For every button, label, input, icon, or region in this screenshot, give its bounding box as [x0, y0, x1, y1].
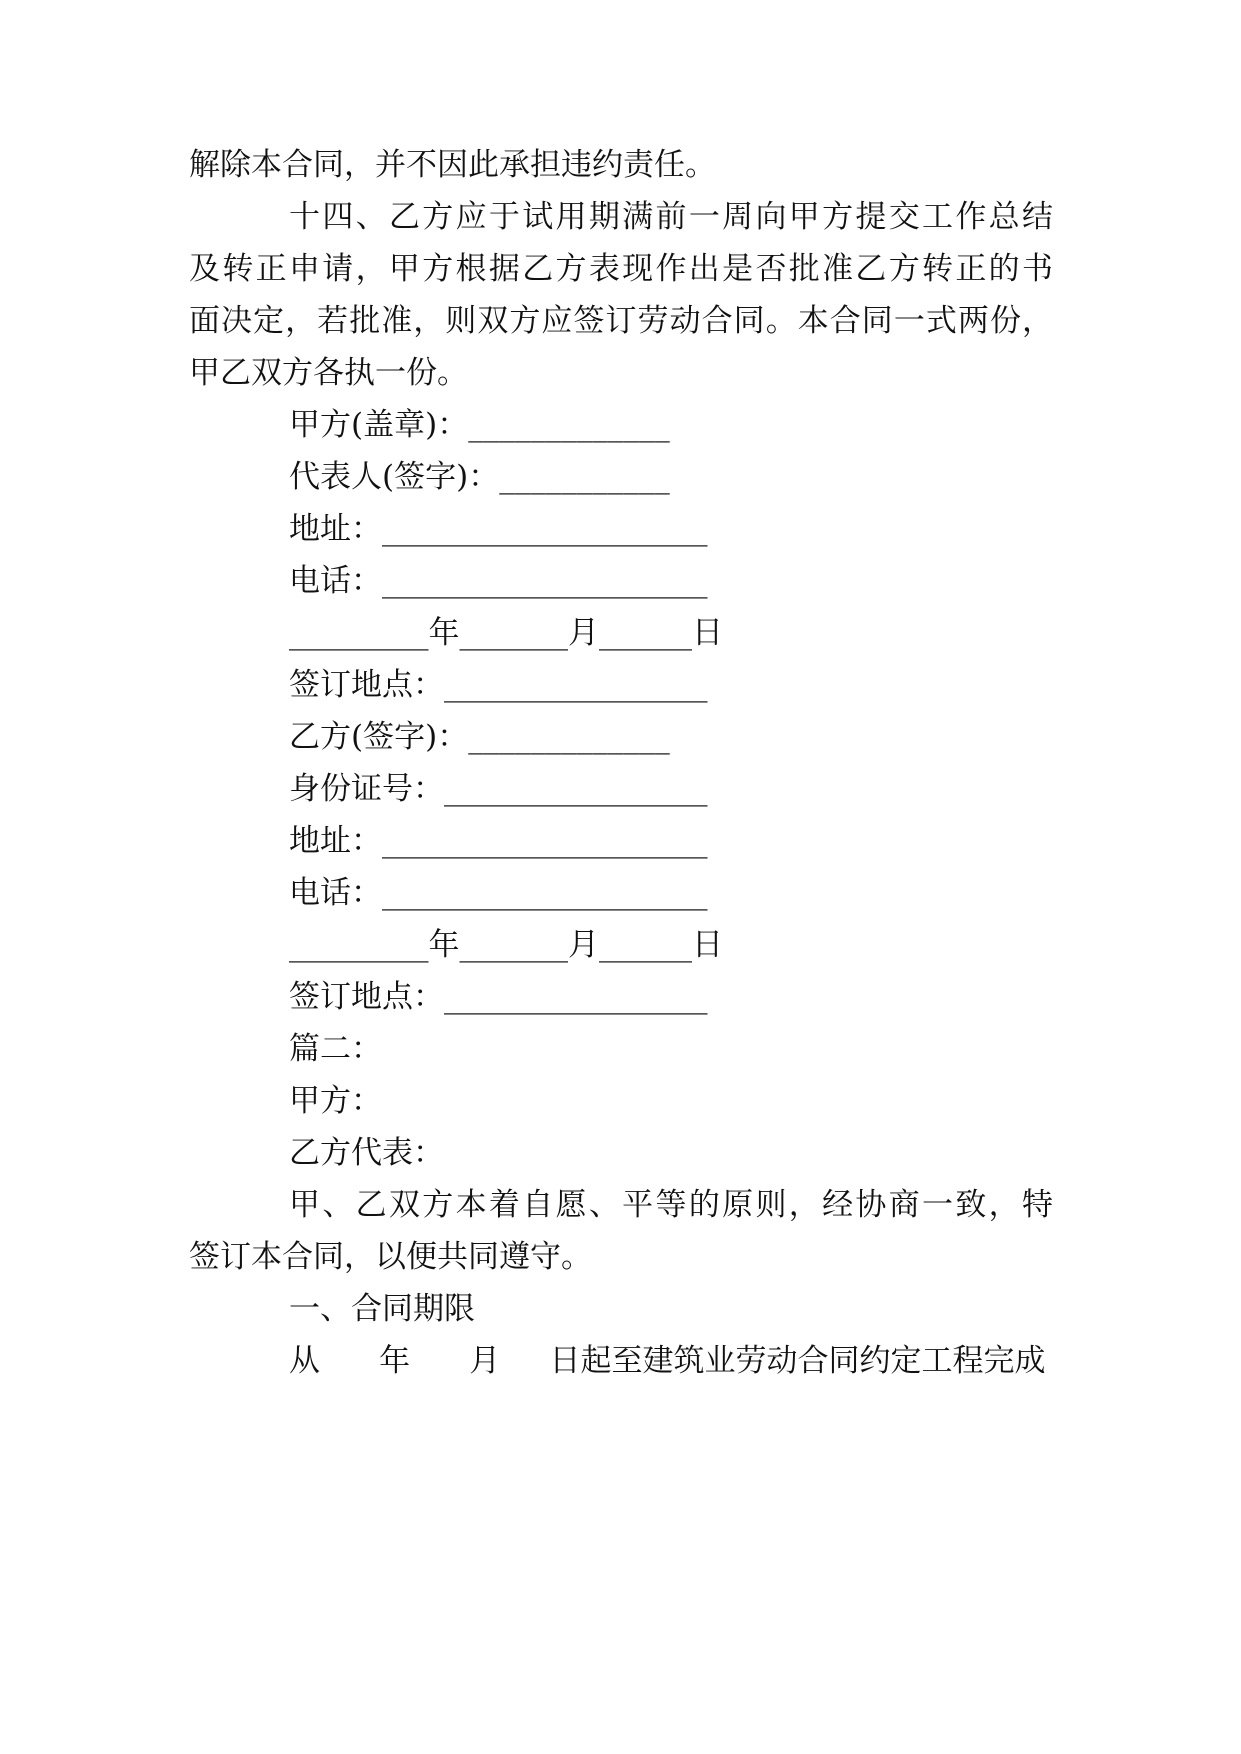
section-heading: 篇二：	[289, 1031, 382, 1067]
party-b-label: 乙方代表：	[289, 1135, 444, 1171]
text-line: 签订本合同，以便共同遵守。	[189, 1239, 592, 1275]
phone-line: 电话：_____________________	[289, 563, 708, 599]
signing-place-line: 签订地点：_________________	[289, 979, 708, 1015]
signature-line-party-b: 乙方(签字)：_____________	[289, 719, 670, 755]
text-line: 面决定，若批准，则双方应签订劳动合同。本合同一式两份，	[189, 303, 1053, 339]
text-line: 十四、乙方应于试用期满前一周向甲方提交工作总结	[289, 199, 1053, 235]
signature-line-party-a-seal: 甲方(盖章)：_____________	[289, 407, 670, 443]
address-line: 地址：_____________________	[289, 511, 708, 547]
phone-line: 电话：_____________________	[289, 875, 708, 911]
date-line: _________年_______月______日	[289, 615, 723, 651]
signing-place-line: 签订地点：_________________	[289, 667, 708, 703]
clause-heading: 一、合同期限	[289, 1291, 475, 1327]
id-number-line: 身份证号：_________________	[289, 771, 708, 807]
text-line: 从 年 月 日起至建筑业劳动合同约定工程完成	[289, 1343, 1046, 1379]
text-line: 甲、乙双方本着自愿、平等的原则，经协商一致，特	[289, 1187, 1053, 1223]
address-line: 地址：_____________________	[289, 823, 708, 859]
date-line: _________年_______月______日	[289, 927, 723, 963]
party-a-label: 甲方：	[289, 1083, 382, 1119]
text-line: 解除本合同，并不因此承担违约责任。	[189, 147, 716, 183]
text-line: 甲乙双方各执一份。	[189, 355, 468, 391]
signature-line-representative: 代表人(签字)：___________	[289, 459, 670, 495]
text-line: 及转正申请，甲方根据乙方表现作出是否批准乙方转正的书	[189, 251, 1053, 287]
